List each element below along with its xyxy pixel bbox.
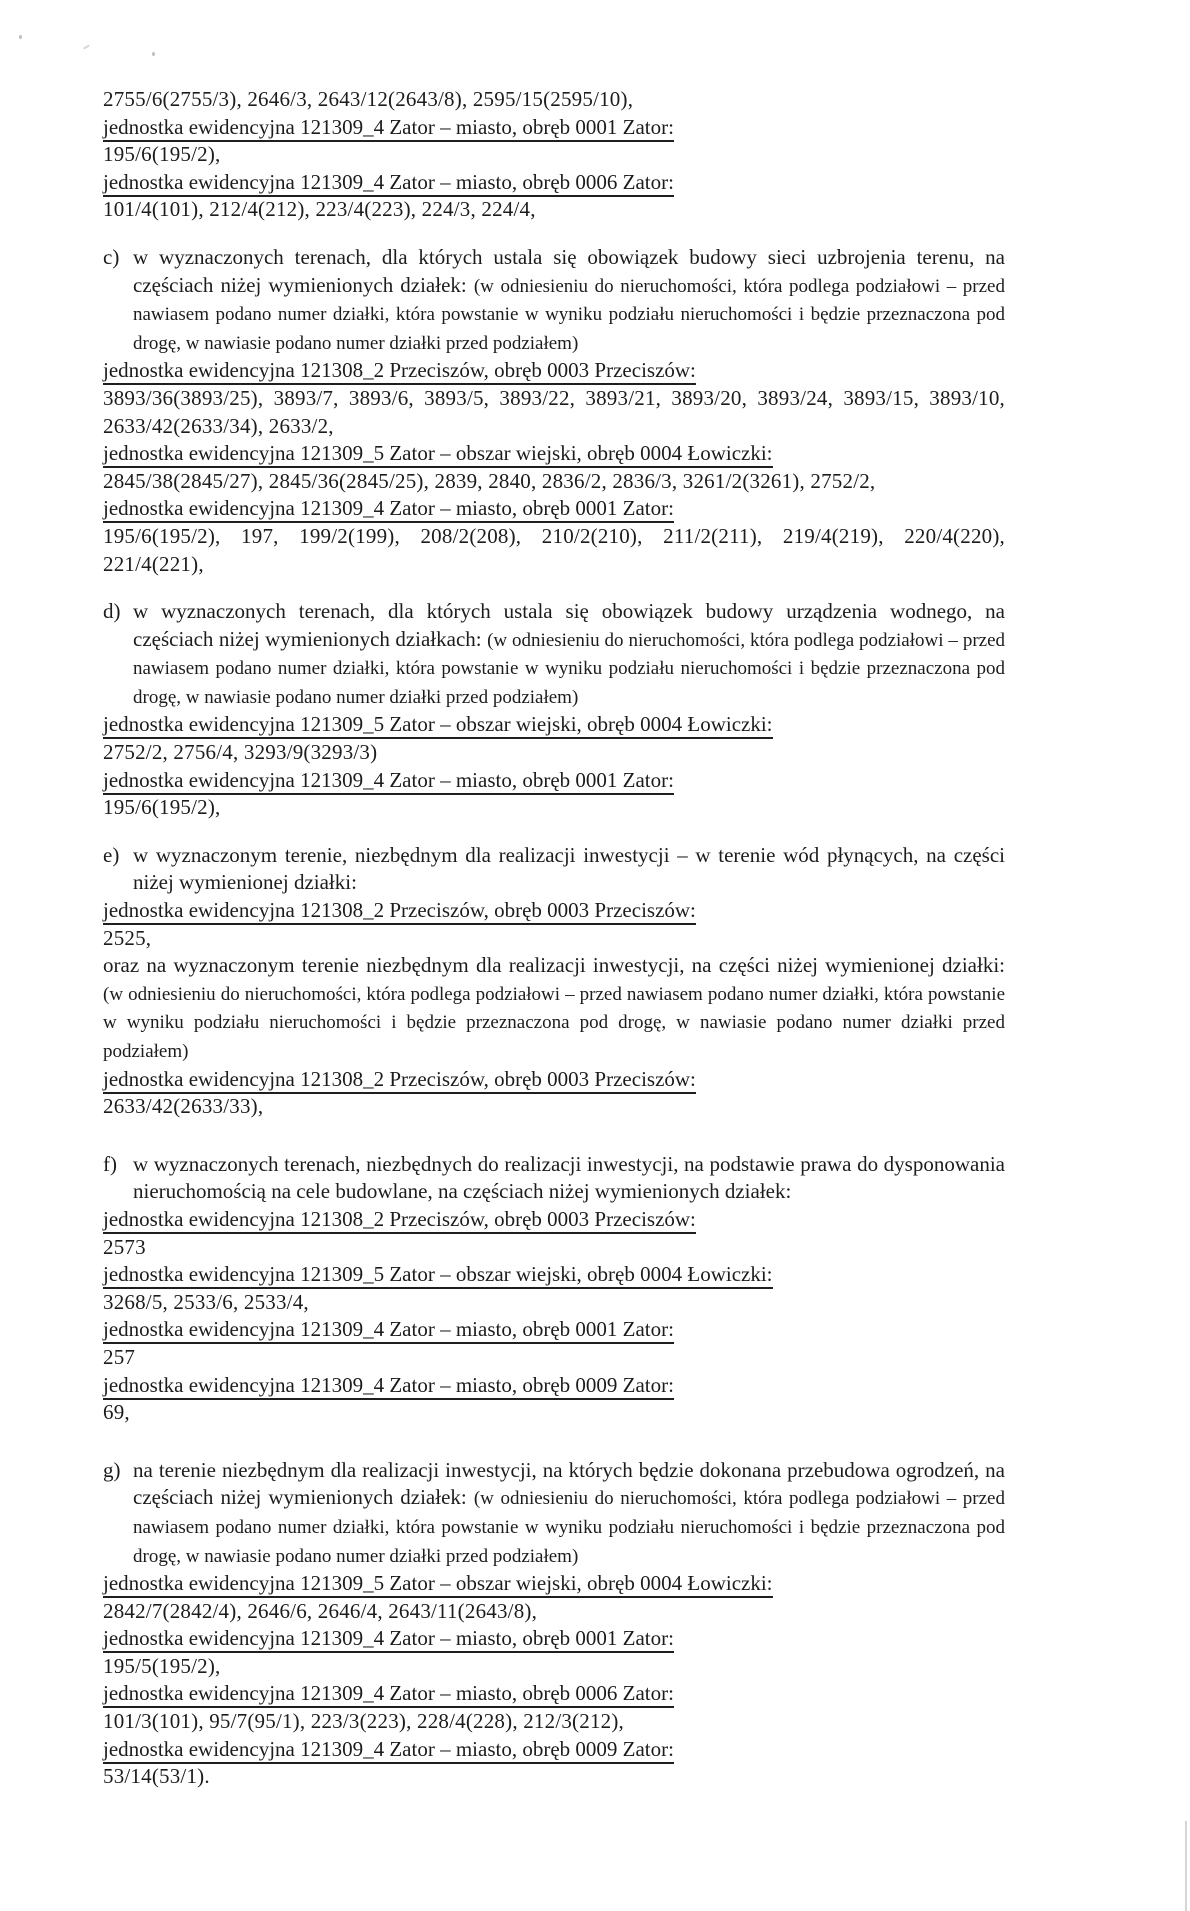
registration-unit-heading	[103, 897, 1005, 925]
registration-unit-heading-text: jednostka ewidencyjna 121309_4 Zator – miasto, obręb 0009 Zator:	[103, 1373, 674, 1400]
lettered-item-paragraph	[103, 244, 1005, 357]
parcel-numbers-line: 2752/2, 2756/4, 3293/9(3293/3)	[103, 740, 378, 765]
parcel-numbers-line: 53/14(53/1).	[103, 1764, 210, 1789]
scan-edge-artifact	[1185, 1821, 1187, 1911]
scan-speck	[19, 35, 22, 39]
lettered-item-paragraph	[103, 1151, 1005, 1206]
paragraph-parenthetical-note: (w odniesieniu do nieruchomości, która podlega podziałowi – przed nawiasem podano numer działki, która powstanie w wyniku podziału nieruchomości i będzie przeznaczona pod drogę, w nawiasie podano numer działki przed podziałem)	[133, 629, 1006, 708]
item-letter: c)	[103, 244, 120, 269]
registration-unit-heading	[103, 440, 1005, 468]
parcel-numbers-line: 257	[103, 1344, 136, 1369]
parcel-numbers-line: 2633/42(2633/33),	[103, 1094, 264, 1119]
registration-unit-heading	[103, 495, 1005, 523]
item-letter: d)	[103, 599, 121, 624]
registration-unit-heading-text: jednostka ewidencyjna 121309_4 Zator – miasto, obręb 0009 Zator:	[103, 1737, 674, 1764]
document-content	[103, 86, 1005, 1791]
registration-unit-heading-text: jednostka ewidencyjna 121309_4 Zator – miasto, obręb 0006 Zator:	[103, 170, 674, 197]
parcel-numbers-line: 101/3(101), 95/7(95/1), 223/3(223), 228/4(228), 212/3(212),	[103, 1709, 624, 1734]
registration-unit-heading	[103, 1736, 1005, 1764]
registration-unit-heading-text: jednostka ewidencyjna 121309_4 Zator – miasto, obręb 0006 Zator:	[103, 1681, 674, 1708]
parcel-numbers-line: 195/6(195/2),	[103, 142, 221, 167]
lettered-item-paragraph	[103, 1457, 1005, 1570]
registration-unit-heading	[103, 1206, 1005, 1234]
scan-speck	[152, 52, 155, 56]
parcel-numbers-line: 2573	[103, 1234, 146, 1259]
registration-unit-heading	[103, 1261, 1005, 1289]
registration-unit-heading	[103, 169, 1005, 197]
registration-unit-heading-text: jednostka ewidencyjna 121308_2 Przeciszów, obręb 0003 Przeciszów:	[103, 1067, 696, 1094]
parcel-numbers-line: 195/6(195/2), 197, 199/2(199), 208/2(208), 210/2(210), 211/2(211), 219/4(219), 220/4(220), 221/4(221),	[103, 523, 1005, 576]
paragraph-lead-text: w wyznaczonych terenach, niezbędnych do realizacji inwestycji, na podstawie prawa do dysponowania nieruchomością na cele budowlane, na częściach niżej wymienionych działek:	[133, 1151, 1005, 1204]
paragraph-lead-text: w wyznaczonych terenach, dla których ustala się obowiązek budowy urządzenia wodnego, na częściach niżej wymienionych działkach:	[133, 599, 1005, 651]
registration-unit-heading-text: jednostka ewidencyjna 121309_4 Zator – miasto, obręb 0001 Zator:	[103, 768, 674, 795]
item-letter: e)	[103, 842, 120, 867]
continuation-paragraph	[103, 952, 1005, 1065]
parcel-numbers-line: 3268/5, 2533/6, 2533/4,	[103, 1289, 309, 1314]
scan-speck	[83, 44, 90, 49]
paragraph-lead-text: na terenie niezbędnym dla realizacji inwestycji, na których będzie dokonana przebudowa ogrodzeń, na częściach niżej wymienionych działek:	[133, 1457, 1005, 1510]
parcel-numbers-line: 2845/38(2845/27), 2845/36(2845/25), 2839, 2840, 2836/2, 2836/3, 3261/2(3261), 2752/2,	[103, 468, 876, 493]
parcel-numbers-line: 2525,	[103, 925, 152, 950]
parcel-numbers-line: 195/5(195/2),	[103, 1653, 221, 1678]
paragraph-parenthetical-note: (w odniesieniu do nieruchomości, która podlega podziałowi – przed nawiasem podano numer działki, która powstanie w wyniku podziału nieruchomości i będzie przeznaczona pod drogę, w nawiasie podano numer działki przed podziałem)	[133, 275, 1005, 354]
registration-unit-heading	[103, 1316, 1005, 1344]
registration-unit-heading	[103, 1372, 1005, 1400]
paragraph-parenthetical-note: (w odniesieniu do nieruchomości, która podlega podziałowi – przed nawiasem podano numer działki, która powstanie w wyniku podziału nieruchomości i będzie przeznaczona pod drogę, w nawiasie podano numer działki przed podziałem)	[133, 1488, 1005, 1567]
registration-unit-heading	[103, 1625, 1005, 1653]
lettered-item-paragraph	[103, 842, 1005, 897]
registration-unit-heading-text: jednostka ewidencyjna 121309_4 Zator – miasto, obręb 0001 Zator:	[103, 1626, 674, 1653]
registration-unit-heading-text: jednostka ewidencyjna 121309_4 Zator – miasto, obręb 0001 Zator:	[103, 496, 674, 523]
parcel-numbers-line: 3893/36(3893/25), 3893/7, 3893/6, 3893/5, 3893/22, 3893/21, 3893/20, 3893/24, 3893/15, 3893/10, 2633/42(2633/34), 2633/2,	[103, 385, 1005, 438]
parcel-numbers-line: 195/6(195/2),	[103, 795, 221, 820]
registration-unit-heading	[103, 1680, 1005, 1708]
registration-unit-heading-text: jednostka ewidencyjna 121309_4 Zator – miasto, obręb 0001 Zator:	[103, 115, 674, 142]
parcel-numbers-line: 69,	[103, 1400, 130, 1425]
registration-unit-heading-text: jednostka ewidencyjna 121309_5 Zator – obszar wiejski, obręb 0004 Łowiczki:	[103, 1571, 773, 1598]
registration-unit-heading	[103, 767, 1005, 795]
parcel-numbers-line: 101/4(101), 212/4(212), 223/4(223), 224/3, 224/4,	[103, 197, 536, 222]
registration-unit-heading	[103, 1066, 1005, 1094]
paragraph-parenthetical-note: (w odniesieniu do nieruchomości, która podlega podziałowi – przed nawiasem podano numer działki, która powstanie w wyniku podziału nieruchomości i będzie przeznaczona pod drogę, w nawiasie podano numer działki przed podziałem)	[103, 983, 1005, 1062]
item-letter: f)	[103, 1151, 117, 1176]
registration-unit-heading-text: jednostka ewidencyjna 121309_5 Zator – obszar wiejski, obręb 0004 Łowiczki:	[103, 441, 773, 468]
registration-unit-heading-text: jednostka ewidencyjna 121309_4 Zator – miasto, obręb 0001 Zator:	[103, 1317, 674, 1344]
parcel-numbers-line: 2755/6(2755/3), 2646/3, 2643/12(2643/8), 2595/15(2595/10),	[103, 87, 634, 111]
paragraph-lead-text: oraz na wyznaczonym terenie niezbędnym dla realizacji inwestycji, na części niżej wymienionej działki:	[103, 953, 1005, 978]
registration-unit-heading	[103, 114, 1005, 142]
registration-unit-heading-text: jednostka ewidencyjna 121308_2 Przeciszów, obręb 0003 Przeciszów:	[103, 1207, 696, 1234]
paragraph-lead-text: w wyznaczonym terenie, niezbędnym dla realizacji inwestycji – w terenie wód płynących, na części niżej wymienionej działki:	[133, 842, 1005, 895]
lettered-item-paragraph	[103, 598, 1005, 711]
registration-unit-heading-text: jednostka ewidencyjna 121308_2 Przeciszów, obręb 0003 Przeciszów:	[103, 358, 696, 385]
registration-unit-heading-text: jednostka ewidencyjna 121309_5 Zator – obszar wiejski, obręb 0004 Łowiczki:	[103, 1262, 773, 1289]
registration-unit-heading	[103, 711, 1005, 739]
parcel-numbers-line: 2842/7(2842/4), 2646/6, 2646/4, 2643/11(2643/8),	[103, 1598, 538, 1623]
registration-unit-heading	[103, 357, 1005, 385]
registration-unit-heading-text: jednostka ewidencyjna 121309_5 Zator – obszar wiejski, obręb 0004 Łowiczki:	[103, 712, 773, 739]
item-letter: g)	[103, 1457, 121, 1482]
registration-unit-heading-text: jednostka ewidencyjna 121308_2 Przeciszów, obręb 0003 Przeciszów:	[103, 898, 696, 925]
paragraph-lead-text: w wyznaczonych terenach, dla których ustala się obowiązek budowy sieci uzbrojenia terenu, na częściach niżej wymienionych działek:	[133, 244, 1005, 297]
registration-unit-heading	[103, 1570, 1005, 1598]
